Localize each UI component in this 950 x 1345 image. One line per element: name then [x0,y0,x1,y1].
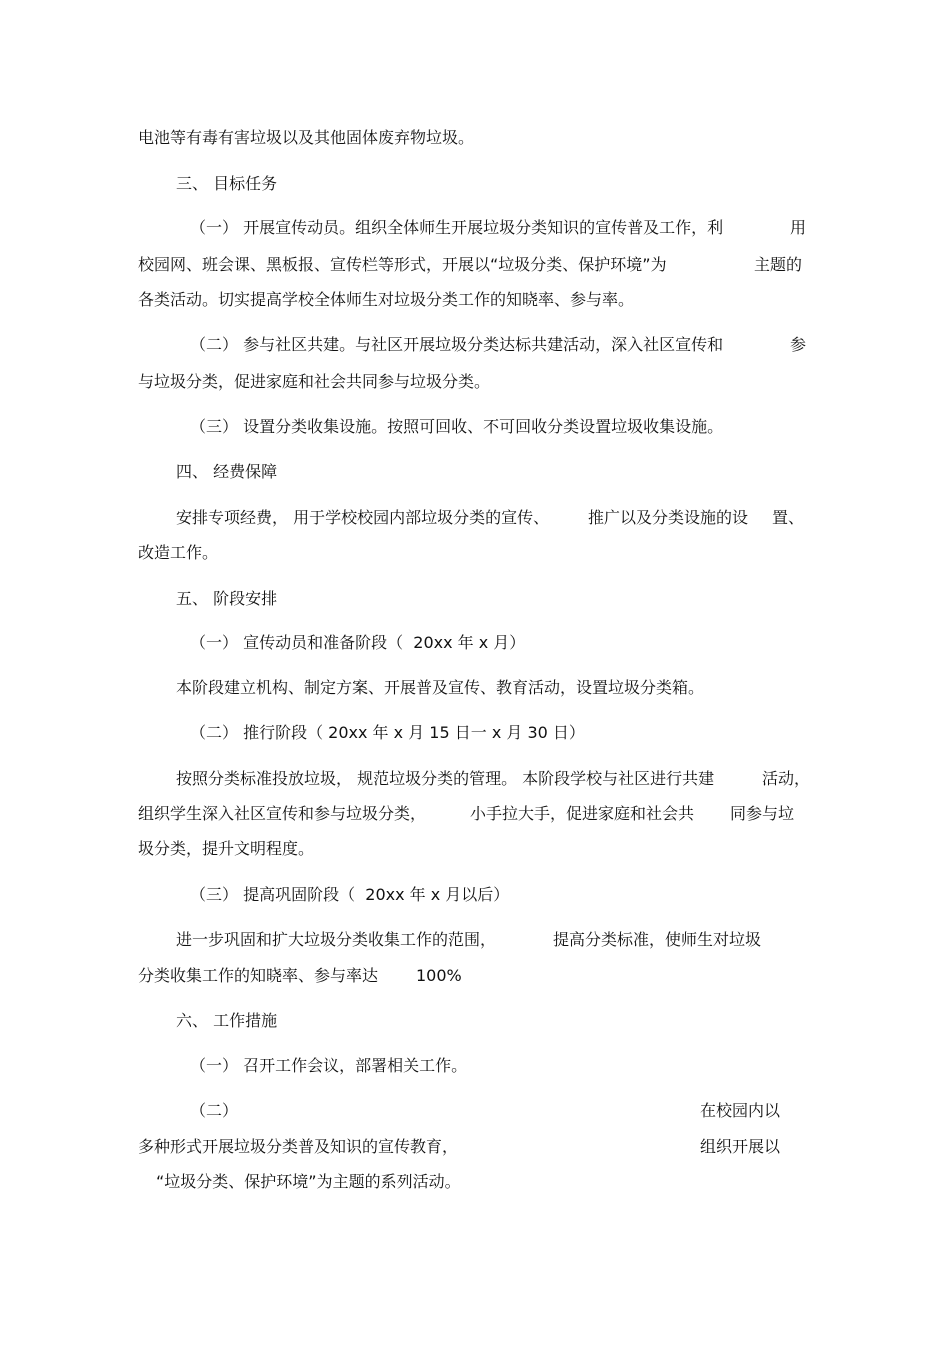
text-line: 活动， [762,769,811,788]
text-line: 提高分类标准，使师生对垃圾 [553,930,762,949]
text-line: 校园网、班会课、黑板报、宣传栏等形式，开展以“垃圾分类、保护环境”为 [138,255,667,274]
text-line: （二） [190,1101,239,1120]
section-heading: 三、 目标任务 [176,174,278,193]
text-line: “垃圾分类、保护环境”为主题的系列活动。 [156,1172,461,1191]
text-line: 本阶段建立机构、制定方案、开展普及宣传、教育活动，设置垃圾分类箱。 [176,678,705,697]
text-line: 参 [790,335,807,354]
text-line: 进一步巩固和扩大垃圾分类收集工作的范围， [176,930,497,949]
text-line: 与垃圾分类，促进家庭和社会共同参与垃圾分类。 [138,372,491,391]
section-heading: 五、 阶段安排 [176,589,278,608]
text-line: （二） 参与社区共建。与社区开展垃圾分类达标共建活动，深入社区宣传和 [190,335,724,354]
text-line: 改造工作。 [138,543,219,562]
text-line: 安排专项经费， 用于学校校园内部垃圾分类的宣传、 [176,508,550,527]
text-line: （一） 宣传动员和准备阶段（ 20xx 年 x 月） [190,633,526,652]
text-line: （一） 召开工作会议，部署相关工作。 [190,1056,468,1075]
text-line: （二） 推行阶段（ 20xx 年 x 月 15 日一 x 月 30 日） [190,723,585,742]
text-line: 用 [790,218,807,237]
text-line: （三） 设置分类收集设施。按照可回收、不可回收分类设置垃圾收集设施。 [190,417,724,436]
text-line: 圾分类，提升文明程度。 [138,839,315,858]
text-line: 电池等有毒有害垃圾以及其他固体废弃物垃圾。 [138,128,475,147]
text-line: 100% [416,966,462,985]
text-line: 分类收集工作的知晓率、参与率达 [138,966,379,985]
text-line: 组织开展以 [700,1137,781,1156]
text-line: 组织学生深入社区宣传和参与垃圾分类， [138,804,427,823]
text-line: （一） 开展宣传动员。组织全体师生开展垃圾分类知识的宣传普及工作，利 [190,218,724,237]
text-line: （三） 提高巩固阶段（ 20xx 年 x 月以后） [190,885,510,904]
text-line: 按照分类标准投放垃圾， 规范垃圾分类的管理。 本阶段学校与社区进行共建 [176,769,715,788]
text-line: 各类活动。切实提高学校全体师生对垃圾分类工作的知晓率、参与率。 [138,290,635,309]
text-line: 小手拉大手，促进家庭和社会共 [470,804,695,823]
text-line: 同参与垃 [730,804,795,823]
section-heading: 四、 经费保障 [176,462,278,481]
section-heading: 六、 工作措施 [176,1011,278,1030]
text-line: 置、 [772,508,805,527]
text-line: 主题的 [754,255,803,274]
text-line: 多种形式开展垃圾分类普及知识的宣传教育， [138,1137,459,1156]
text-line: 在校园内以 [700,1101,781,1120]
text-line: 推广以及分类设施的设 [588,508,749,527]
